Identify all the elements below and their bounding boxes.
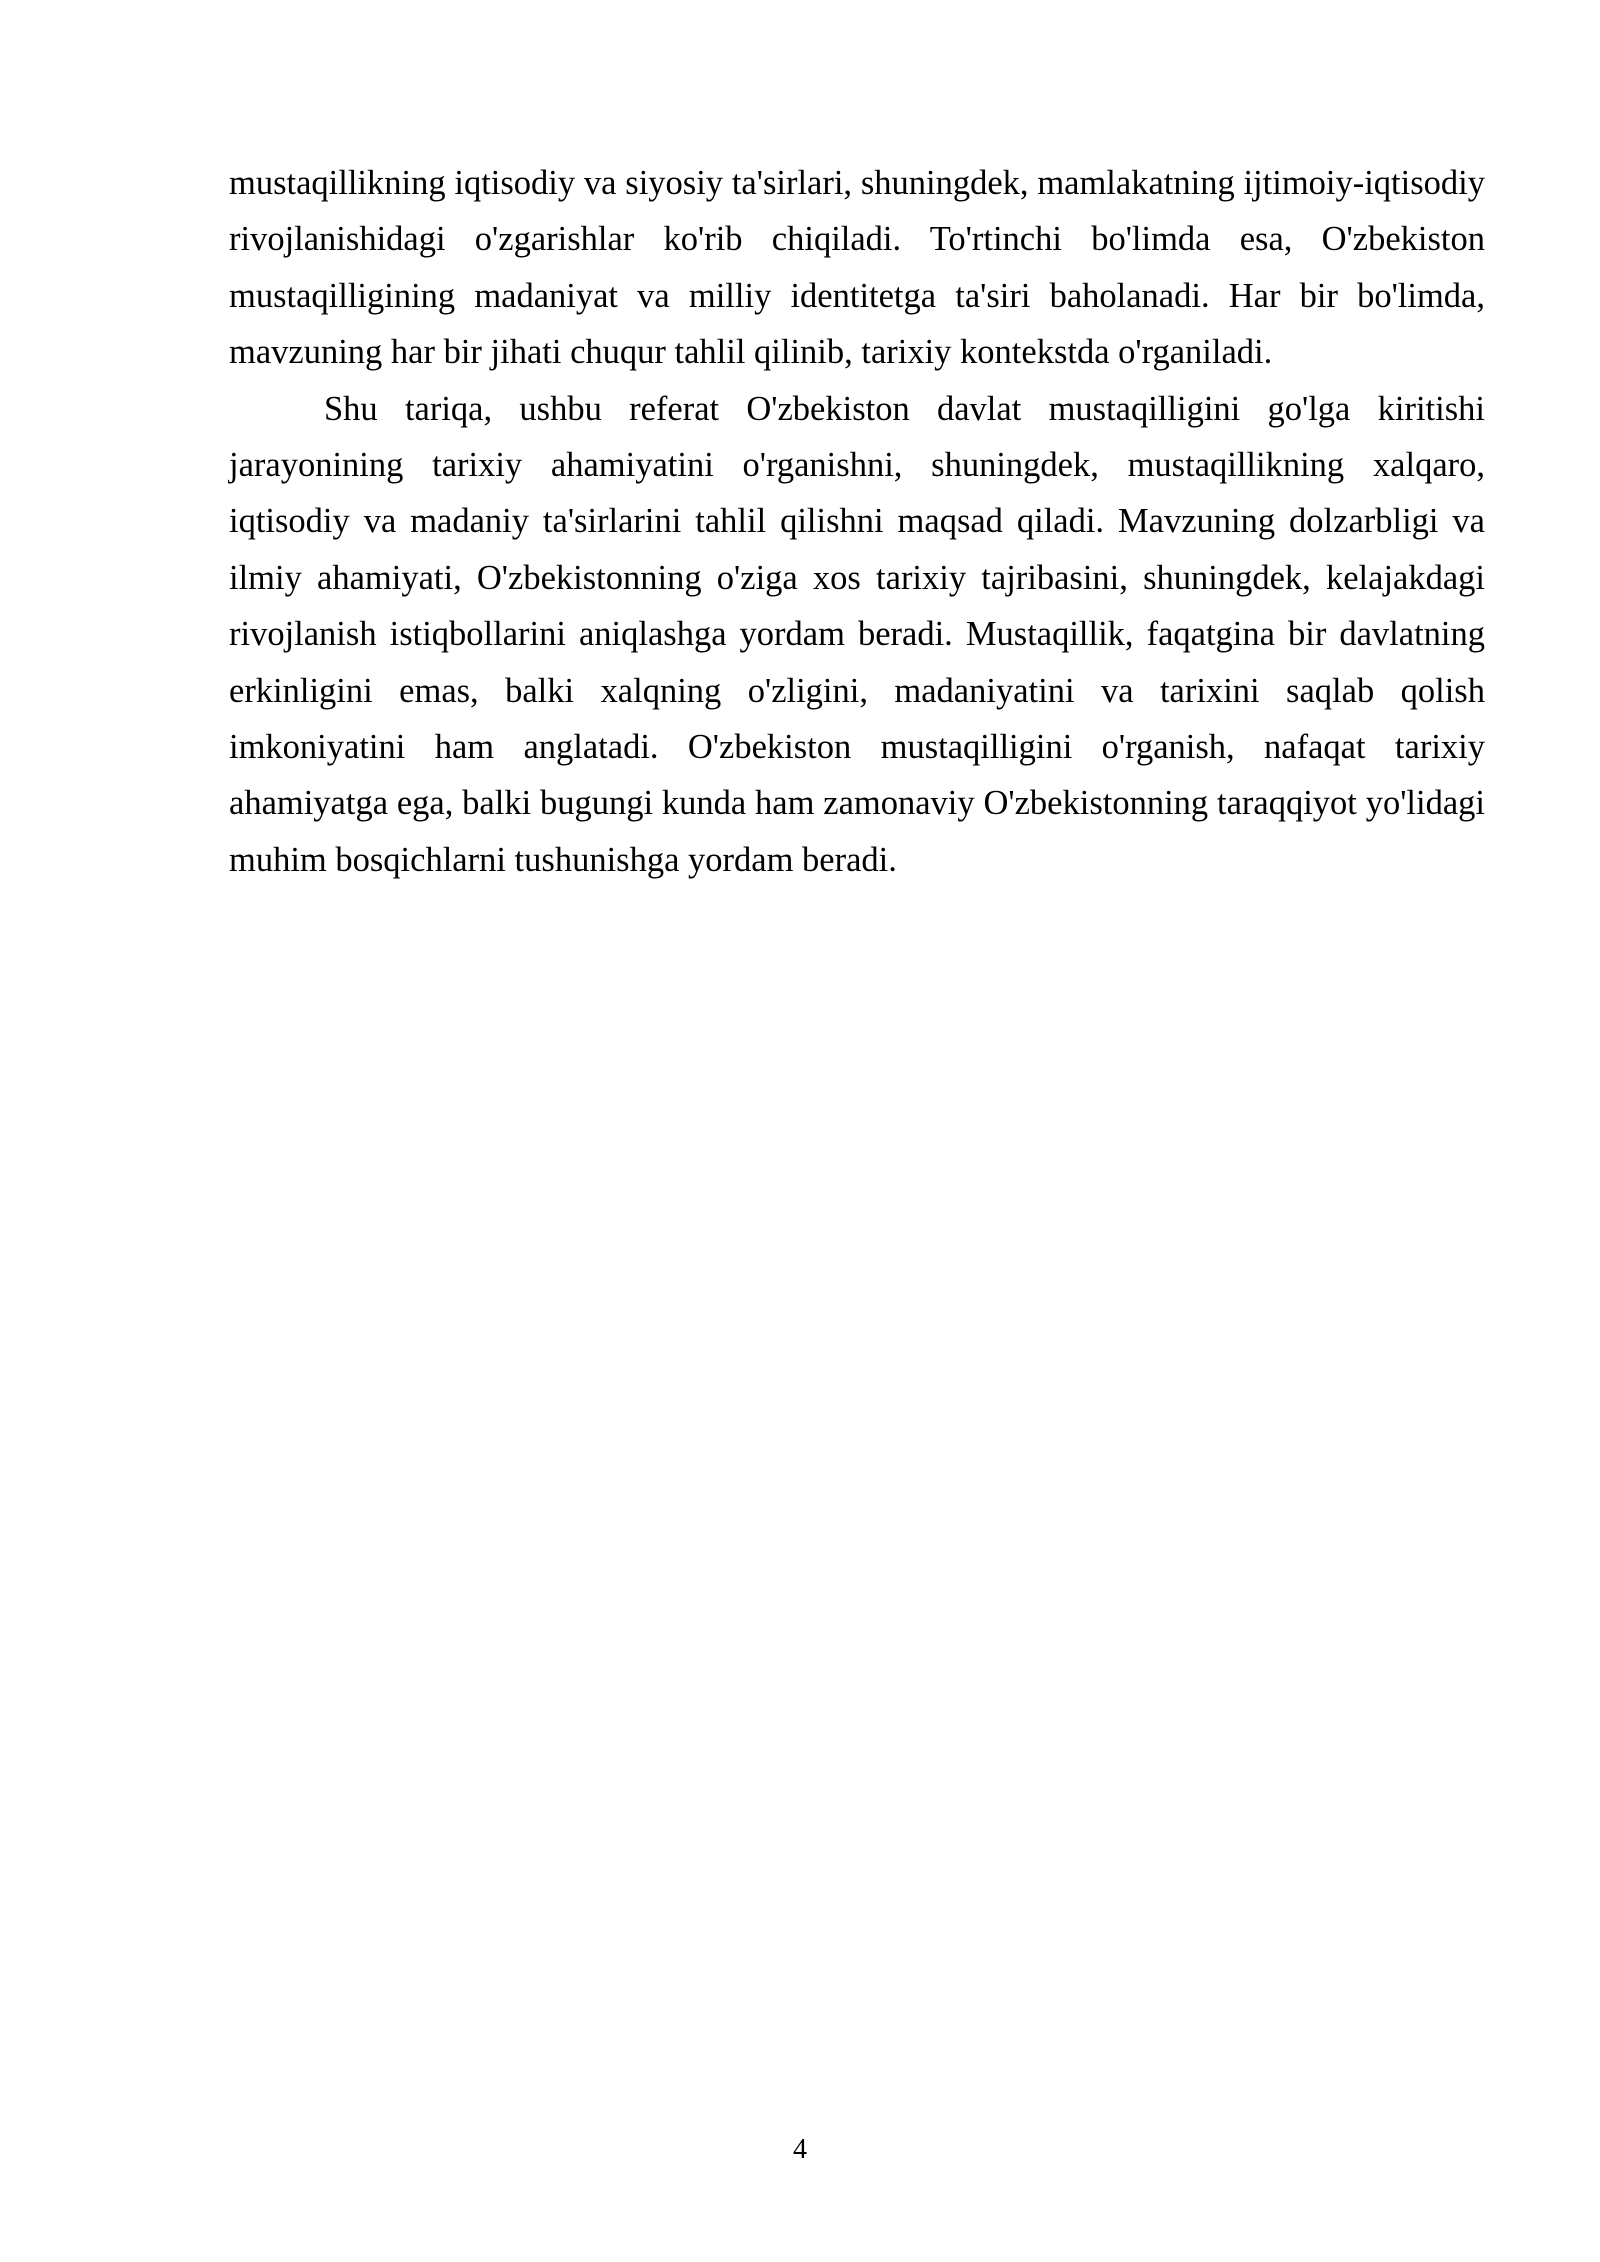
page-body: [229, 155, 1485, 888]
paragraph-continuation: mustaqillikning iqtisodiy va siyosiy ta'sirlari, shuningdek, mamlakatning ijtimoiy-iqtisodiy rivojlanishidagi o'zgarishlar ko'rib chiqiladi. To'rtinchi bo'limda esa, O'zbekiston mustaqilligining madaniyat va milliy identitetga ta'siri baholanadi. Har bir bo'limda, mavzuning har bir jihati chuqur tahlil qilinib, tarixiy kontekstda o'rganiladi.: [229, 164, 1485, 372]
page-number: 4: [793, 2134, 807, 2165]
paragraph-conclusion: Shu tariqa, ushbu referat O'zbekiston davlat mustaqilligini go'lga kiritishi jarayonining tarixiy ahamiyatini o'rganishni, shuningdek, mustaqillikning xalqaro, iqtisodiy va madaniy ta'sirlarini tahlil qilishni maqsad qiladi. Mavzuning dolzarbligi va ilmiy ahamiyati, O'zbekistonning o'ziga xos tarixiy tajribasini, shuningdek, kelajakdagi rivojlanish istiqbollarini aniqlashga yordam beradi. Mustaqillik, faqatgina bir davlatning erkinligini emas, balki xalqning o'zligini, madaniyatini va tarixini saqlab qolish imkoniyatini ham anglatadi. O'zbekiston mustaqilligini o'rganish, nafaqat tarixiy ahamiyatga ega, balki bugungi kunda ham zamonaviy O'zbekistonning taraqqiyot yo'lidagi muhim bosqichlarni tushunishga yordam beradi.: [229, 389, 1485, 879]
